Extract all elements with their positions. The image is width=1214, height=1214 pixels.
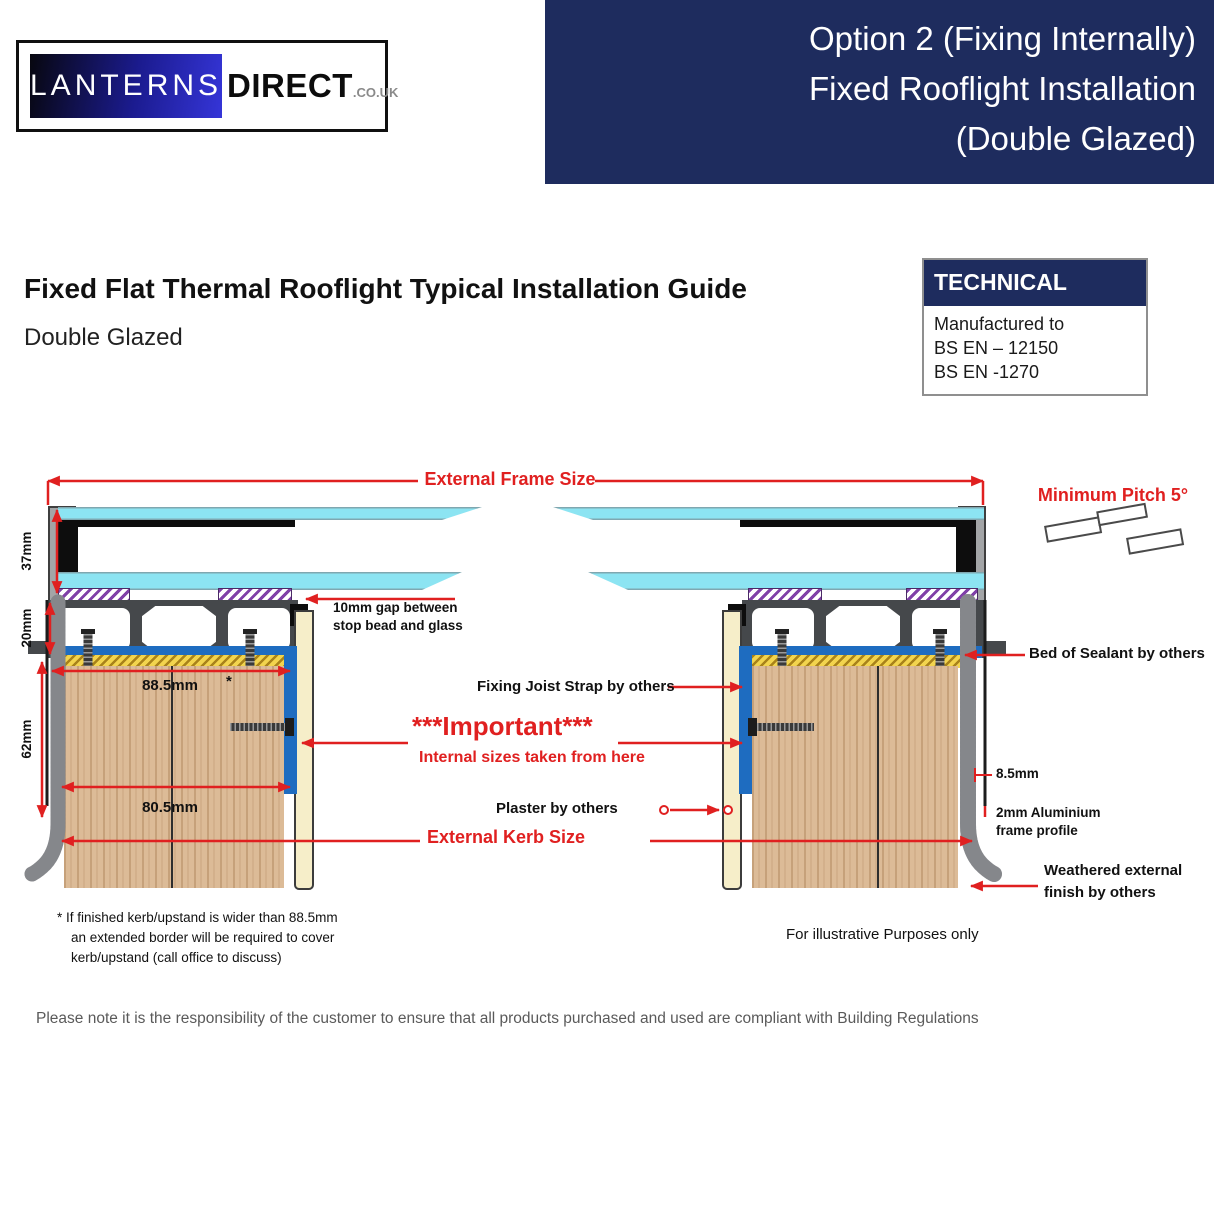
gap-note-line-2: stop bead and glass (333, 618, 463, 633)
technical-line-3: BS EN -1270 (934, 362, 1040, 382)
important-label: ***Important*** (412, 711, 593, 741)
compliance-note: Please note it is the responsibility of the customer to ensure that all products purchased and used are compliant with Building Regulations (36, 1010, 979, 1027)
banner-line-1: Option 2 (Fixing Internally) (809, 20, 1196, 57)
external-kerb-size-label: External Kerb Size (427, 827, 586, 847)
dim-62mm-label: 62mm (18, 719, 34, 759)
dim-37mm-label: 37mm (18, 531, 34, 571)
illustrative-note: For illustrative Purposes only (786, 926, 979, 943)
alu-profile-label-1: 2mm Aluminium (996, 805, 1101, 820)
dim-80-5mm-label: 80.5mm (142, 799, 198, 816)
dim-88-5mm-star: * (226, 673, 232, 690)
kerb-footnote-line-1: * If finished kerb/upstand is wider than 88.5mm (57, 910, 338, 925)
weathered-finish-left (32, 602, 58, 874)
alu-profile-label-2: frame profile (996, 823, 1078, 838)
kerb-footnote-line-2: an extended border will be required to cover (71, 930, 335, 945)
logo-word-lanterns: LANTERNS (30, 69, 223, 102)
bed-of-sealant-label: Bed of Sealant by others (1029, 645, 1205, 662)
dim-20mm-label: 20mm (18, 608, 34, 648)
technical-header: TECHNICAL (924, 260, 1146, 306)
logo-word-direct: DIRECT (227, 67, 353, 104)
weathered-finish-label-2: finish by others (1044, 884, 1156, 901)
plaster-leader-dot-2 (724, 806, 732, 814)
dim-88-5mm-label: 88.5mm (142, 677, 198, 694)
external-frame-size-label: External Frame Size (424, 469, 596, 489)
fixing-joist-strap-label: Fixing Joist Strap by others (477, 678, 675, 695)
banner-line-3: (Double Glazed) (955, 120, 1196, 157)
fixing-screws (81, 629, 947, 666)
plaster-by-others-label: Plaster by others (496, 800, 618, 817)
kerb-footnote-line-3: kerb/upstand (call office to discuss) (71, 950, 282, 965)
minimum-pitch-label: Minimum Pitch 5° (1037, 485, 1189, 505)
plaster-leader-dot-1 (660, 806, 668, 814)
internal-sizes-label: Internal sizes taken from here (419, 749, 645, 766)
page-subtitle: Double Glazed (24, 324, 183, 351)
banner-line-2: Fixed Rooflight Installation (808, 70, 1196, 107)
page-title: Fixed Flat Thermal Rooflight Typical Installation Guide (24, 273, 747, 304)
gap-note-line-1: 10mm gap between (333, 600, 458, 615)
weathered-finish-label-1: Weathered external (1044, 862, 1183, 879)
technical-line-2: BS EN – 12150 (934, 338, 1059, 358)
dim-8-5mm-label: 8.5mm (996, 766, 1039, 781)
logo-tld: .CO.UK (352, 84, 399, 100)
technical-line-1: Manufactured to (934, 314, 1065, 334)
pitch-icon (1045, 504, 1183, 554)
weathered-finish-right (968, 602, 994, 874)
